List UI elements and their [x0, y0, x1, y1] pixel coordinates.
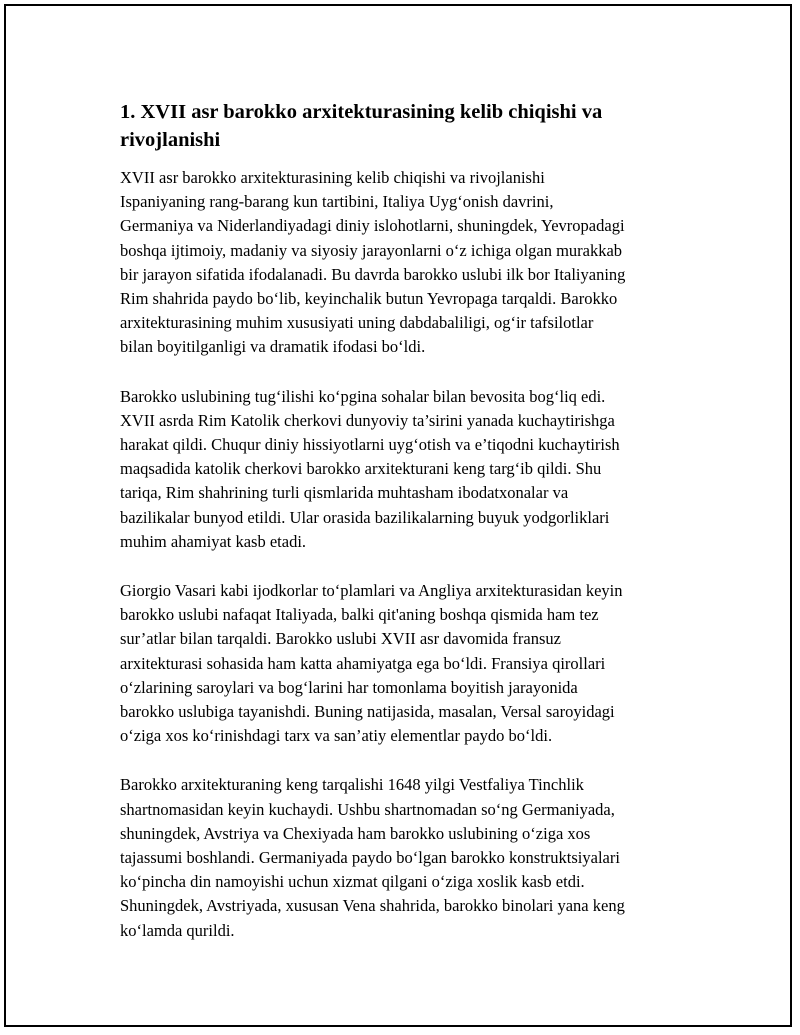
- text-line: Barokko uslubining tug‘ilishi ko‘pgina sohalar bilan bevosita bog‘liq edi.: [120, 386, 606, 406]
- paragraph-3: [120, 579, 700, 748]
- text-line: XVII asrda Rim Katolik cherkovi dunyoviy ta’sirini yanada kuchaytirishga: [120, 410, 615, 430]
- paragraph-4: [120, 773, 700, 942]
- text-line: ko‘pincha din namoyishi uchun xizmat qilgani o‘ziga xoslik kasb etdi.: [120, 872, 585, 892]
- text-line: tajassumi boshlandi. Germaniyada paydo bo‘lgan barokko konstruktsiyalari: [120, 848, 620, 868]
- text-line: o‘zlarining saroylari va bog‘larini har tomonlama boyitish jarayonida: [120, 677, 578, 697]
- text-line: muhim ahamiyat kasb etadi.: [120, 531, 307, 551]
- text-line: sur’atlar bilan tarqaldi. Barokko uslubi XVII asr davomida fransuz: [120, 629, 561, 649]
- text-line: XVII asr barokko arxitekturasining kelib chiqishi va rivojlanishi: [120, 168, 545, 187]
- document-content: [120, 98, 700, 968]
- text-line: Rim shahrida paydo bo‘lib, keyinchalik butun Yevropaga tarqaldi. Barokko: [120, 289, 618, 309]
- text-line: Germaniya va Niderlandiyadagi diniy islohotlarni, shuningdek, Yevropadagi: [120, 216, 625, 236]
- text-line: Ispaniyaning rang-barang kun tartibini, Italiya Uyg‘onish davrini,: [120, 192, 554, 212]
- text-line: tariqa, Rim shahrining turli qismlarida muhtasham ibodatxonalar va: [120, 483, 569, 503]
- document-page: [4, 4, 792, 1027]
- text-line: o‘ziga xos ko‘rinishdagi tarx va san’atiy elementlar paydo bo‘ldi.: [120, 726, 553, 746]
- text-line: barokko uslubiga tayanishdi. Buning natijasida, masalan, Versal saroyidagi: [120, 702, 615, 722]
- text-line: shartnomasidan keyin kuchaydi. Ushbu shartnomadan so‘ng Germaniyada,: [120, 799, 615, 819]
- paragraph-2: [120, 385, 700, 554]
- text-line: bir jarayon sifatida ifodalanadi. Bu davrda barokko uslubi ilk bor Italiyaning: [120, 264, 626, 284]
- text-line: arxitekturasi sohasida ham katta ahamiyatga ega bo‘ldi. Fransiya qirollari: [120, 653, 606, 673]
- text-line: boshqa ijtimoiy, madaniy va siyosiy jarayonlarni o‘z ichiga olgan murakkab: [120, 240, 623, 260]
- heading-line: rivojlanishi: [120, 129, 221, 151]
- text-line: barokko uslubi nafaqat Italiyada, balki qit'aning boshqa qismida ham tez: [120, 605, 599, 625]
- section-heading: [120, 98, 700, 154]
- text-line: maqsadida katolik cherkovi barokko arxitekturani keng targ‘ib qildi. Shu: [120, 459, 602, 479]
- text-line: arxitekturasining muhim xususiyati uning dabdabaliligi, og‘ir tafsilotlar: [120, 313, 594, 333]
- paragraph-1: [120, 166, 700, 360]
- text-line: harakat qildi. Chuqur diniy hissiyotlarni uyg‘otish va e’tiqodni kuchaytirish: [120, 435, 620, 455]
- text-line: bilan boyitilganligi va dramatik ifodasi bo‘ldi.: [120, 337, 426, 357]
- text-line: Barokko arxitekturaning keng tarqalishi 1648 yilgi Vestfaliya Tinchlik: [120, 775, 584, 795]
- heading-line: 1. XVII asr barokko arxitekturasining kelib chiqishi va: [120, 101, 603, 123]
- text-line: Shuningdek, Avstriyada, xususan Vena shahrida, barokko binolari yana keng: [120, 896, 625, 916]
- text-line: ko‘lamda qurildi.: [120, 920, 235, 940]
- text-line: Giorgio Vasari kabi ijodkorlar to‘plamlari va Angliya arxitekturasidan keyin: [120, 581, 623, 601]
- text-line: shuningdek, Avstriya va Chexiyada ham barokko uslubining o‘ziga xos: [120, 823, 591, 843]
- text-line: bazilikalar bunyod etildi. Ular orasida bazilikalarning buyuk yodgorliklari: [120, 507, 610, 527]
